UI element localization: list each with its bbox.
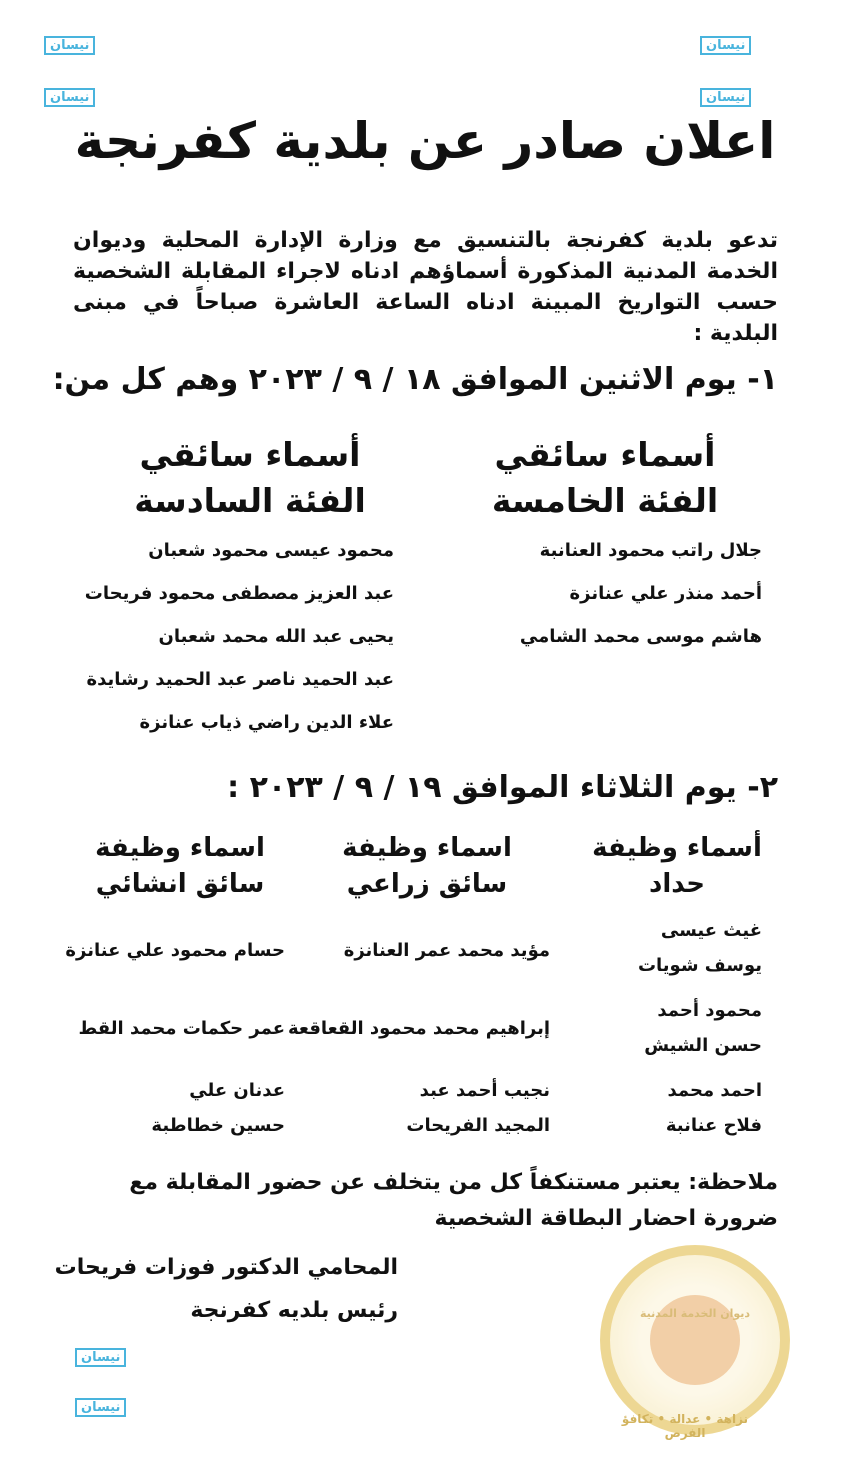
list-item: عبد الحميد ناصر عبد الحميد رشايدة [86,669,394,690]
watermark-logo: نيسان [44,38,95,53]
job-blacksmith-heading [582,830,772,902]
signature-name: المحامي الدكتور فوزات فريحات [54,1255,398,1280]
job-heading-line: حداد [648,869,705,899]
civil-service-seal [600,1245,790,1435]
day2-heading: ٢- يوم الثلاثاء الموافق ١٩ / ٩ / ٢٠٢٣ : [227,770,778,805]
list-item: جلال راتب محمود العنانبة [539,540,762,561]
group-sixth-heading [115,432,385,524]
list-item: يحيى عبد الله محمد شعبان [158,626,394,647]
intro-paragraph: تدعو بلدية كفرنجة بالتنسيق مع وزارة الإدارة المحلية وديوان الخدمة المدنية المذكورة أسماؤهم ادناه لاجراء المقابلة الشخصية حسب التواريخ المبينة ادناه الساعة العاشرة صباحاً في مبنى البلدية : [73,228,778,346]
list-item: عمر حكمات محمد القط [78,1018,285,1039]
list-item: هاشم موسى محمد الشامي [519,626,762,647]
group-heading-line: الفئة السادسة [134,481,366,520]
day1-heading: ١- يوم الاثنين الموافق ١٨ / ٩ / ٢٠٢٣ وهم كل من: [52,362,778,397]
seal-motto: نزاهة • عدالة • تكافؤ الفرص [621,1412,749,1440]
watermark-logo: نيسان [75,1350,126,1365]
job-heading-line: سائق انشائي [95,869,265,899]
list-item: حسن الشيش [644,1035,762,1056]
seal-text: ديوان الخدمة المدنية [639,1307,751,1320]
group-heading-line: الفئة الخامسة [491,481,719,520]
job-heading-line: أسماء وظيفة [592,833,762,863]
list-item: المجيد الفريحات [406,1115,550,1136]
list-item: احمد محمد [667,1080,762,1101]
note-paragraph: ملاحظة: يعتبر مستنكفاً كل من يتخلف عن حضور المقابلة مع ضرورة احضار البطاقة الشخصية [129,1170,778,1231]
list-item: عدنان علي [189,1080,285,1101]
list-item: حسام محمود علي عنانزة [65,940,285,961]
list-item: حسين خطاطبة [151,1115,285,1136]
job-heading-line: سائق زراعي [346,869,508,899]
watermark-logo: نيسان [700,90,751,105]
group-fifth-heading [470,432,740,524]
group-heading-line: أسماء سائقي [139,435,361,474]
list-item: يوسف شويات [637,955,762,976]
job-heading-line: اسماء وظيفة [95,833,265,863]
list-item: نجيب أحمد عبد [419,1080,550,1101]
job-heading-line: اسماء وظيفة [342,833,512,863]
page-title: اعلان صادر عن بلدية كفرنجة [74,112,776,170]
list-item: مؤيد محمد عمر العنانزة [343,940,550,961]
group-heading-line: أسماء سائقي [494,435,716,474]
list-item: عبد العزيز مصطفى محمود فريحات [84,583,394,604]
watermark-logo: نيسان [44,90,95,105]
list-item: علاء الدين راضي ذياب عنانزة [139,712,394,733]
watermark-logo: نيسان [75,1400,126,1415]
watermark-logo: نيسان [700,38,751,53]
list-item: غيث عيسى [660,920,762,941]
list-item: أحمد منذر علي عنانزة [569,583,762,604]
job-agri-driver-heading [332,830,522,902]
list-item: إبراهيم محمد محمود القعاقعة [288,1018,550,1039]
list-item: فلاح عنانبة [665,1115,762,1136]
job-construction-driver-heading [85,830,275,902]
list-item: محمود أحمد [657,1000,762,1021]
signature-title: رئيس بلديه كفرنجة [190,1298,398,1323]
list-item: محمود عيسى محمود شعبان [148,540,394,561]
